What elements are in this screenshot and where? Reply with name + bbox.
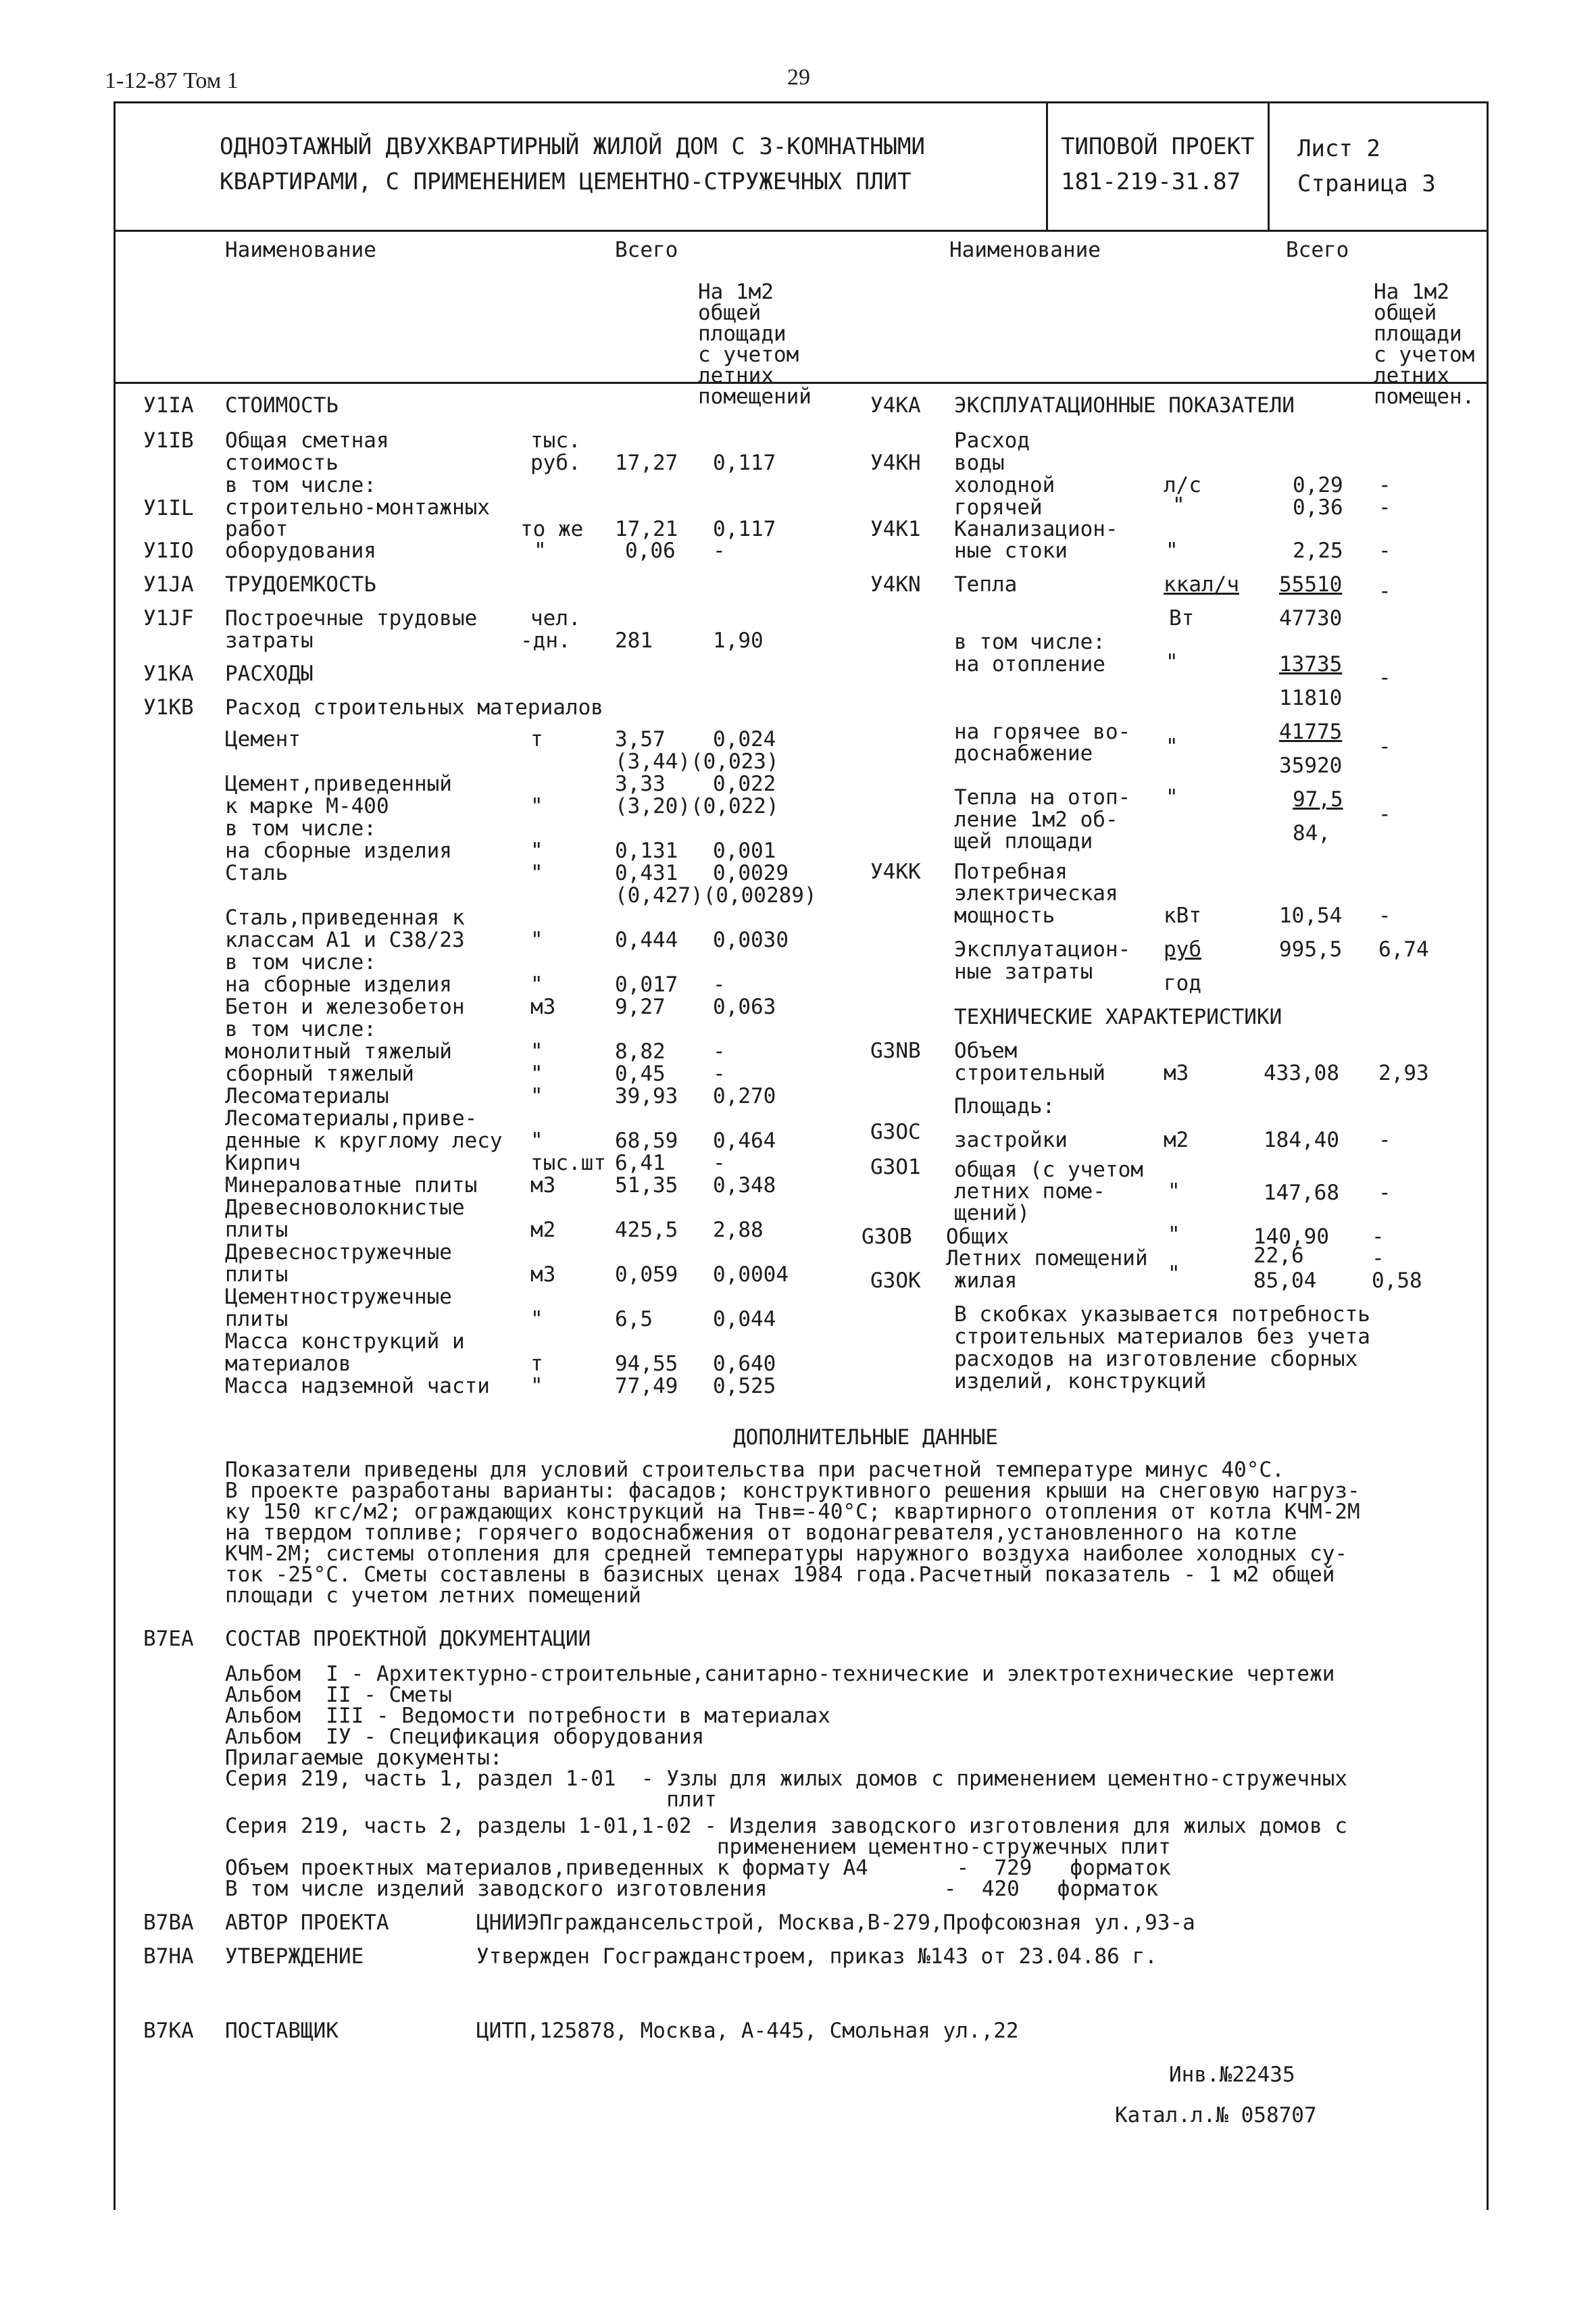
power-label-1: Потребная [954,860,1068,884]
material-per: 0,0004 [713,1262,789,1287]
heat-value-w: 47730 [1279,606,1343,631]
material-row [225,907,766,929]
summer-area-per: - [1372,1246,1385,1271]
material-name: Сталь,приведенная к [225,906,465,930]
material-row [225,1219,766,1241]
general-area-label: Общих [946,1225,1009,1249]
build-area-unit: м2 [1164,1128,1189,1152]
volume-per: 2,93 [1378,1061,1429,1085]
opex-value: 995,5 [1279,937,1343,962]
dhw-value: 41775 [1279,720,1343,744]
material-per: 0,044 [713,1307,776,1331]
build-area-value: 184,40 [1264,1128,1339,1152]
material-name: в том числе: [225,1017,376,1041]
material-total: 51,35 [615,1173,678,1198]
note-line-3: расходов на изготовление сборных [954,1347,1358,1371]
material-unit: " [530,861,543,885]
summer-area-value: 22,6 [1253,1244,1304,1268]
material-row [225,1173,776,1198]
hot-unit: " [1172,493,1185,518]
col-header-total: Всего [615,238,678,262]
labor-label-2: затраты [225,629,314,653]
hm2-label-3: щей площади [954,829,1093,854]
extra-heading: ДОПОЛНИТЕЛЬНЫЕ ДАННЫЕ [733,1425,998,1450]
material-row [225,1018,766,1041]
sheet-number: Лист 2 [1297,135,1380,162]
living-area-value: 85,04 [1253,1269,1317,1293]
hm2-label-1: Тепла на отоп- [954,785,1131,810]
hot-label: горячей [954,495,1043,520]
col-header-name: Наименование [225,238,376,262]
volume-value: 433,08 [1264,1061,1339,1085]
material-row [225,1129,776,1153]
supplier-label: ПОСТАВЩИК [225,2019,339,2043]
code-cost: У1IA [143,393,194,418]
code-total-area: G3O1 [870,1155,921,1179]
material-row [225,861,789,885]
material-per: - [713,973,726,997]
approval-code: В7НА [143,1944,194,1969]
material-per: 0,525 [713,1374,776,1398]
total-area-unit: " [1168,1179,1180,1204]
material-name: Сталь [225,861,289,885]
living-area-unit: " [1168,1262,1180,1286]
sewer-label-2: ные стоки [954,539,1068,563]
code-sewer: У4К1 [870,517,921,541]
est-cost-label-2: стоимость [225,451,339,475]
title-line-1: ОДНОЭТАЖНЫЙ ДВУХКВАРТИРНЫЙ ЖИЛОЙ ДОМ С 3-КОМНАТНЫМИ [220,133,925,160]
water-label-2: воды [954,451,1005,475]
material-name: плиты [225,1307,289,1331]
title-block-divider-1 [1046,101,1048,231]
sewer-value: 2,25 [1293,539,1343,563]
material-total: 77,49 [615,1374,678,1398]
build-area-per: - [1378,1128,1391,1152]
material-row [225,883,817,908]
material-per: 2,88 [713,1218,764,1242]
sewer-per: - [1378,539,1391,563]
material-total: 68,59 [615,1129,678,1153]
code-water: У4КН [870,451,921,475]
supplier-code: В7КА [143,2019,194,2043]
opex-per: 6,74 [1378,937,1429,962]
heat-value: 55510 [1279,572,1343,597]
material-name: к марке М-400 [225,794,389,818]
material-row [225,1041,766,1063]
dhw-per: - [1378,735,1391,759]
series-reference: 1-12-87 Том 1 [105,68,239,93]
cm-total: 17,21 [615,517,678,541]
material-name: Бетон и железобетон [225,995,465,1019]
code-general-area: G3OB [862,1225,912,1249]
page-index: Страница 3 [1297,170,1436,197]
incl-label: в том числе: [225,473,376,497]
material-name: Минераловатные плиты [225,1173,478,1198]
material-row [225,1262,789,1287]
material-row [225,818,766,840]
hm2-per: - [1378,802,1391,827]
note-line-1: В скобках указывается потребность [954,1302,1370,1327]
general-area-unit: " [1168,1223,1180,1247]
sewer-unit: " [1166,539,1178,563]
frame-left [114,101,116,2210]
heating-label: на отопление [954,652,1105,676]
material-total: 9,27 [615,995,666,1019]
author-code: В7ВА [143,1911,194,1935]
equip-per: - [713,539,726,563]
material-unit: " [530,1374,543,1398]
opex-label-2: ные затраты [954,960,1093,984]
material-name: Древесностружечные [225,1240,452,1264]
section-expenses: РАСХОДЫ [225,662,314,686]
project-number: 181-219-31.87 [1061,168,1241,195]
material-unit: м3 [530,1173,556,1198]
approval-label: УТВЕРЖДЕНИЕ [225,1944,364,1969]
material-unit: " [530,1062,543,1086]
labor-label-1: Построечные трудовые [225,606,478,631]
material-name: плиты [225,1218,289,1242]
title-block-divider-2 [1268,101,1270,231]
water-label-1: Расход [954,428,1030,453]
total-area-per: - [1378,1181,1391,1205]
section-cost: СТОИМОСТЬ [225,393,339,418]
heat-unit-w: Вт [1169,606,1195,631]
material-per: 0,464 [713,1129,776,1153]
material-total: 425,5 [615,1218,678,1242]
cm-label-1: строительно-монтажных [225,495,490,520]
material-name: Цемент [225,727,301,752]
material-total: 6,5 [615,1307,653,1331]
section-tech: ТЕХНИЧЕСКИЕ ХАРАКТЕРИСТИКИ [954,1005,1282,1029]
docs-list: Альбом I - Архитектурно-строительные,санитарно-технические и электротехнические чертежи Альбом II - Сметы Альбом III - Ведомости потребности в материалах Альбом IУ - Спецификация оборудования Прилагаемые документы: Серия 219, часть 1, раздел 1-01 - Узлы для жилых домов с применением цементно-стружечных плит Серия 219, часть 2, разделы 1-01,1-02 - Изделия заводского изготовления для жилых домов с применением цементно-стружечных плит Объем проектных материалов,приведенных к формату А4 - 729 форматок В том числе изделий заводского изготовления - 420 форматок [225,1662,1348,1901]
material-row [225,952,766,974]
material-row [225,794,779,818]
col-header-per-m2: На 1м2 общей площади с учетом летних помещений [698,280,812,409]
material-total: 8,82 [615,1039,666,1064]
inventory-number: Инв.№22435 [1169,2063,1295,2087]
frame-right [1487,101,1489,2210]
material-per: 0,024 [713,727,776,752]
material-row [225,1084,776,1108]
labor-unit-1: чел. [530,606,581,631]
material-total: 0,444 [615,928,678,952]
material-unit: " [530,794,543,818]
material-unit: " [530,839,543,863]
col-header-total-right: Всего [1286,238,1349,262]
heat-label: Тепла [954,572,1018,597]
material-unit: м3 [530,995,556,1019]
total-area-label-2: летних поме- [954,1179,1105,1204]
material-per: - [713,1039,726,1064]
material-unit: " [530,973,543,997]
build-area-label: застройки [954,1128,1068,1152]
heating-per: - [1378,666,1391,690]
power-label-3: мощность [954,904,1055,928]
material-per: 0,0030 [713,928,789,952]
material-unit: " [530,928,543,952]
material-name: классам А1 и С38/23 [225,928,465,952]
code-est-cost: У1IB [143,428,194,453]
equip-label: оборудования [225,539,376,563]
material-name: монолитный тяжелый [225,1039,452,1064]
cold-per: - [1378,473,1391,497]
est-cost-unit-2: руб. [530,451,581,475]
heat-incl: в том числе: [954,630,1105,654]
material-name: сборный тяжелый [225,1062,414,1086]
labor-total: 281 [615,629,653,653]
cold-label: холодной [954,473,1055,497]
material-name: на сборные изделия [225,839,452,863]
code-labor: У1JA [143,572,194,597]
total-area-label-3: щений) [954,1201,1030,1225]
dhw-value-w: 35920 [1279,754,1343,778]
heating-unit: " [1166,650,1178,674]
hot-value: 0,36 [1293,495,1343,520]
material-unit: " [530,1307,543,1331]
material-row [225,749,779,774]
material-row [225,1307,776,1331]
material-name: Цемент,приведенный [225,772,452,796]
code-heat: У4КN [870,572,921,597]
material-unit: " [530,1129,543,1153]
code-living-area: G3OK [870,1269,921,1293]
material-total: (0,427)(0,00289) [615,883,817,908]
total-area-value: 147,68 [1264,1181,1339,1205]
material-total: (3,20)(0,022) [615,794,779,818]
material-name: в том числе: [225,950,376,975]
author-label: АВТОР ПРОЕКТА [225,1911,389,1935]
power-value: 10,54 [1279,904,1343,928]
code-ops: У4КА [870,393,921,418]
code-equip: У1IO [143,539,194,563]
material-name: Лесоматериалы,приве- [225,1106,478,1131]
material-row [225,1152,766,1175]
material-name: Лесоматериалы [225,1084,389,1108]
material-row [225,1286,766,1308]
general-area-per: - [1372,1225,1385,1249]
code-cm: У1IL [143,496,194,520]
material-name: Масса конструкций и [225,1329,465,1354]
cold-value: 0,29 [1293,473,1343,497]
heating-value: 13735 [1279,652,1343,676]
total-area-label-1: общая (с учетом [954,1158,1143,1182]
material-per: 0,270 [713,1084,776,1108]
material-row [225,772,776,796]
living-area-label: жилая [954,1269,1018,1293]
material-row [225,1374,776,1398]
material-name: денные к круглому лесу [225,1129,503,1153]
material-total: 0,059 [615,1262,678,1287]
section-ops: ЭКСПЛУАТАЦИОННЫЕ ПОКАЗАТЕЛИ [954,393,1295,418]
cm-unit: то же [520,517,584,541]
docs-heading: СОСТАВ ПРОЕКТНОЙ ДОКУМЕНТАЦИИ [225,1627,591,1651]
material-total: 39,93 [615,1084,678,1108]
section-labor: ТРУДОЕМКОСТЬ [225,572,376,597]
opex-unit-rub: руб [1164,937,1201,962]
living-area-per: 0,58 [1372,1269,1422,1293]
code-volume: G3NB [870,1039,921,1063]
material-total: 6,41 [615,1151,666,1175]
material-unit: " [530,1084,543,1108]
title-line-2: КВАРТИРАМИ, С ПРИМЕНЕНИЕМ ЦЕМЕНТНО-СТРУЖЕЧНЫХ ПЛИТ [220,168,912,195]
col-header-name-right: Наименование [949,238,1101,262]
material-row [225,1241,766,1264]
material-row [225,839,776,863]
sewer-label-1: Канализацион- [954,517,1118,541]
material-row [225,928,789,952]
material-row [225,1352,776,1376]
page-number: 29 [787,65,810,90]
power-label-2: электрическая [954,881,1118,906]
volume-label-1: Объем [954,1039,1018,1063]
material-name: на сборные изделия [225,973,452,997]
material-row [225,995,776,1019]
volume-label-2: строительный [954,1061,1105,1085]
material-row [225,1063,766,1085]
dhw-label-1: на горячее во- [954,720,1131,744]
est-cost-label-1: Общая сметная [225,428,389,453]
heat-unit: ккал/ч [1164,572,1239,597]
est-cost-total: 17,27 [615,451,678,475]
material-unit: тыс.шт [530,1151,606,1175]
note-line-2: строительных материалов без учета [954,1325,1370,1349]
material-per: 0,001 [713,839,776,863]
material-name: Кирпич [225,1151,301,1175]
cm-per: 0,117 [713,517,776,541]
power-per: - [1378,904,1391,928]
material-total: 3,33 [615,772,666,796]
labor-unit-2: -дн. [520,629,571,653]
code-labor-costs: У1JF [143,606,194,631]
note-line-4: изделий, конструкций [954,1369,1207,1394]
heating-value-w: 11810 [1279,686,1343,710]
material-unit: т [530,727,543,752]
extra-text: Показатели приведены для условий строительства при расчетной температуре минус 40°С. В проекте разработаны варианты: фасадов; конструктивного решения крыши на снеговую нагруз- ку 150 кгс/м2; ограждающих конструкций на Тнв=-40°С; квартирного отопления от котла КЧМ-2М на твердом топливе; горячего водоснабжения от водонагревателя,установленного на котле КЧМ-2М; системы отопления для средней температуры наружного воздуха наиболее холодных су- ток -25°С. Сметы составлены в базисных ценах 1984 года.Расчетный показатель - 1 м2 общей площади с учетом летних помещений [225,1458,1360,1608]
volume-unit: м3 [1164,1061,1189,1085]
material-total: (3,44)(0,023) [615,749,779,774]
material-row [225,1108,766,1130]
general-area-value: 140,90 [1253,1225,1329,1249]
material-unit: " [530,1039,543,1064]
area-label: Площадь: [954,1094,1055,1118]
material-per: 0,063 [713,995,776,1019]
material-per: 0,640 [713,1352,776,1376]
material-name: плиты [225,1262,289,1287]
approval-value: Утвержден Госгражданстроем, приказ №143 от 23.04.86 г. [476,1944,1157,1969]
hm2-label-2: ление 1м2 об- [954,808,1118,832]
material-name: Масса надземной части [225,1374,490,1398]
material-total: 3,57 [615,727,666,752]
opex-unit-year: год [1164,971,1201,995]
material-name: в том числе: [225,816,376,841]
material-row [225,1331,766,1353]
material-total: 0,017 [615,973,678,997]
col-header-per-m2-right: На 1м2 общей площади с учетом летних помещен. [1374,280,1475,409]
project-label: ТИПОВОЙ ПРОЕКТ [1061,133,1255,160]
heat-per: - [1378,579,1391,604]
catalog-number: Катал.л.№ 058707 [1115,2103,1317,2127]
title-block-bottom [114,230,1488,232]
material-row [225,974,766,996]
material-name: Цементностружечные [225,1285,452,1309]
material-total: 0,131 [615,839,678,863]
material-total: 94,55 [615,1352,678,1376]
dhw-unit: " [1166,735,1178,759]
power-unit: кВт [1164,904,1201,928]
materials-heading: Расход строительных материалов [225,695,603,720]
material-row [225,1197,766,1219]
hm2-unit: " [1166,785,1178,810]
material-total: 0,431 [615,861,678,885]
material-unit: м3 [530,1262,556,1287]
material-per: - [713,1062,726,1086]
est-cost-unit-1: тыс. [530,428,581,453]
hot-per: - [1378,495,1391,520]
docs-code: В7ЕА [143,1627,194,1651]
material-row [225,727,776,752]
cm-label-2: работ [225,517,289,541]
material-per: - [713,1151,726,1175]
material-per: 0,022 [713,772,776,796]
author-value: ЦНИИЭПграждансельстрой, Москва,В-279,Профсоюзная ул.,93-а [476,1911,1195,1935]
hm2-value: 97,5 [1293,787,1343,812]
cold-unit: л/с [1164,473,1201,497]
frame-top [114,101,1488,103]
hm2-value-w: 84, [1293,821,1330,845]
material-unit: т [530,1352,543,1376]
code-build-area: G3OC [870,1120,921,1144]
material-total: 0,45 [615,1062,666,1086]
material-unit: м2 [530,1218,556,1242]
material-name: материалов [225,1352,351,1376]
labor-per: 1,90 [713,629,764,653]
opex-label-1: Эксплуатацион- [954,937,1131,962]
est-cost-per: 0,117 [713,451,776,475]
equip-total: 0,06 [625,539,676,563]
material-per: 0,0029 [713,861,789,885]
dhw-label-2: доснабжение [954,741,1093,766]
code-expenses: У1KA [143,662,194,686]
code-power: У4КК [870,860,921,884]
summer-area-label: Летних помещений [946,1246,1148,1271]
material-per: 0,348 [713,1173,776,1198]
equip-unit: " [534,539,547,563]
supplier-value: ЦИТП,125878, Москва, А-445, Смольная ул.,22 [476,2019,1019,2043]
code-materials: У1KB [143,695,194,720]
material-name: Древесноволокнистые [225,1196,465,1220]
